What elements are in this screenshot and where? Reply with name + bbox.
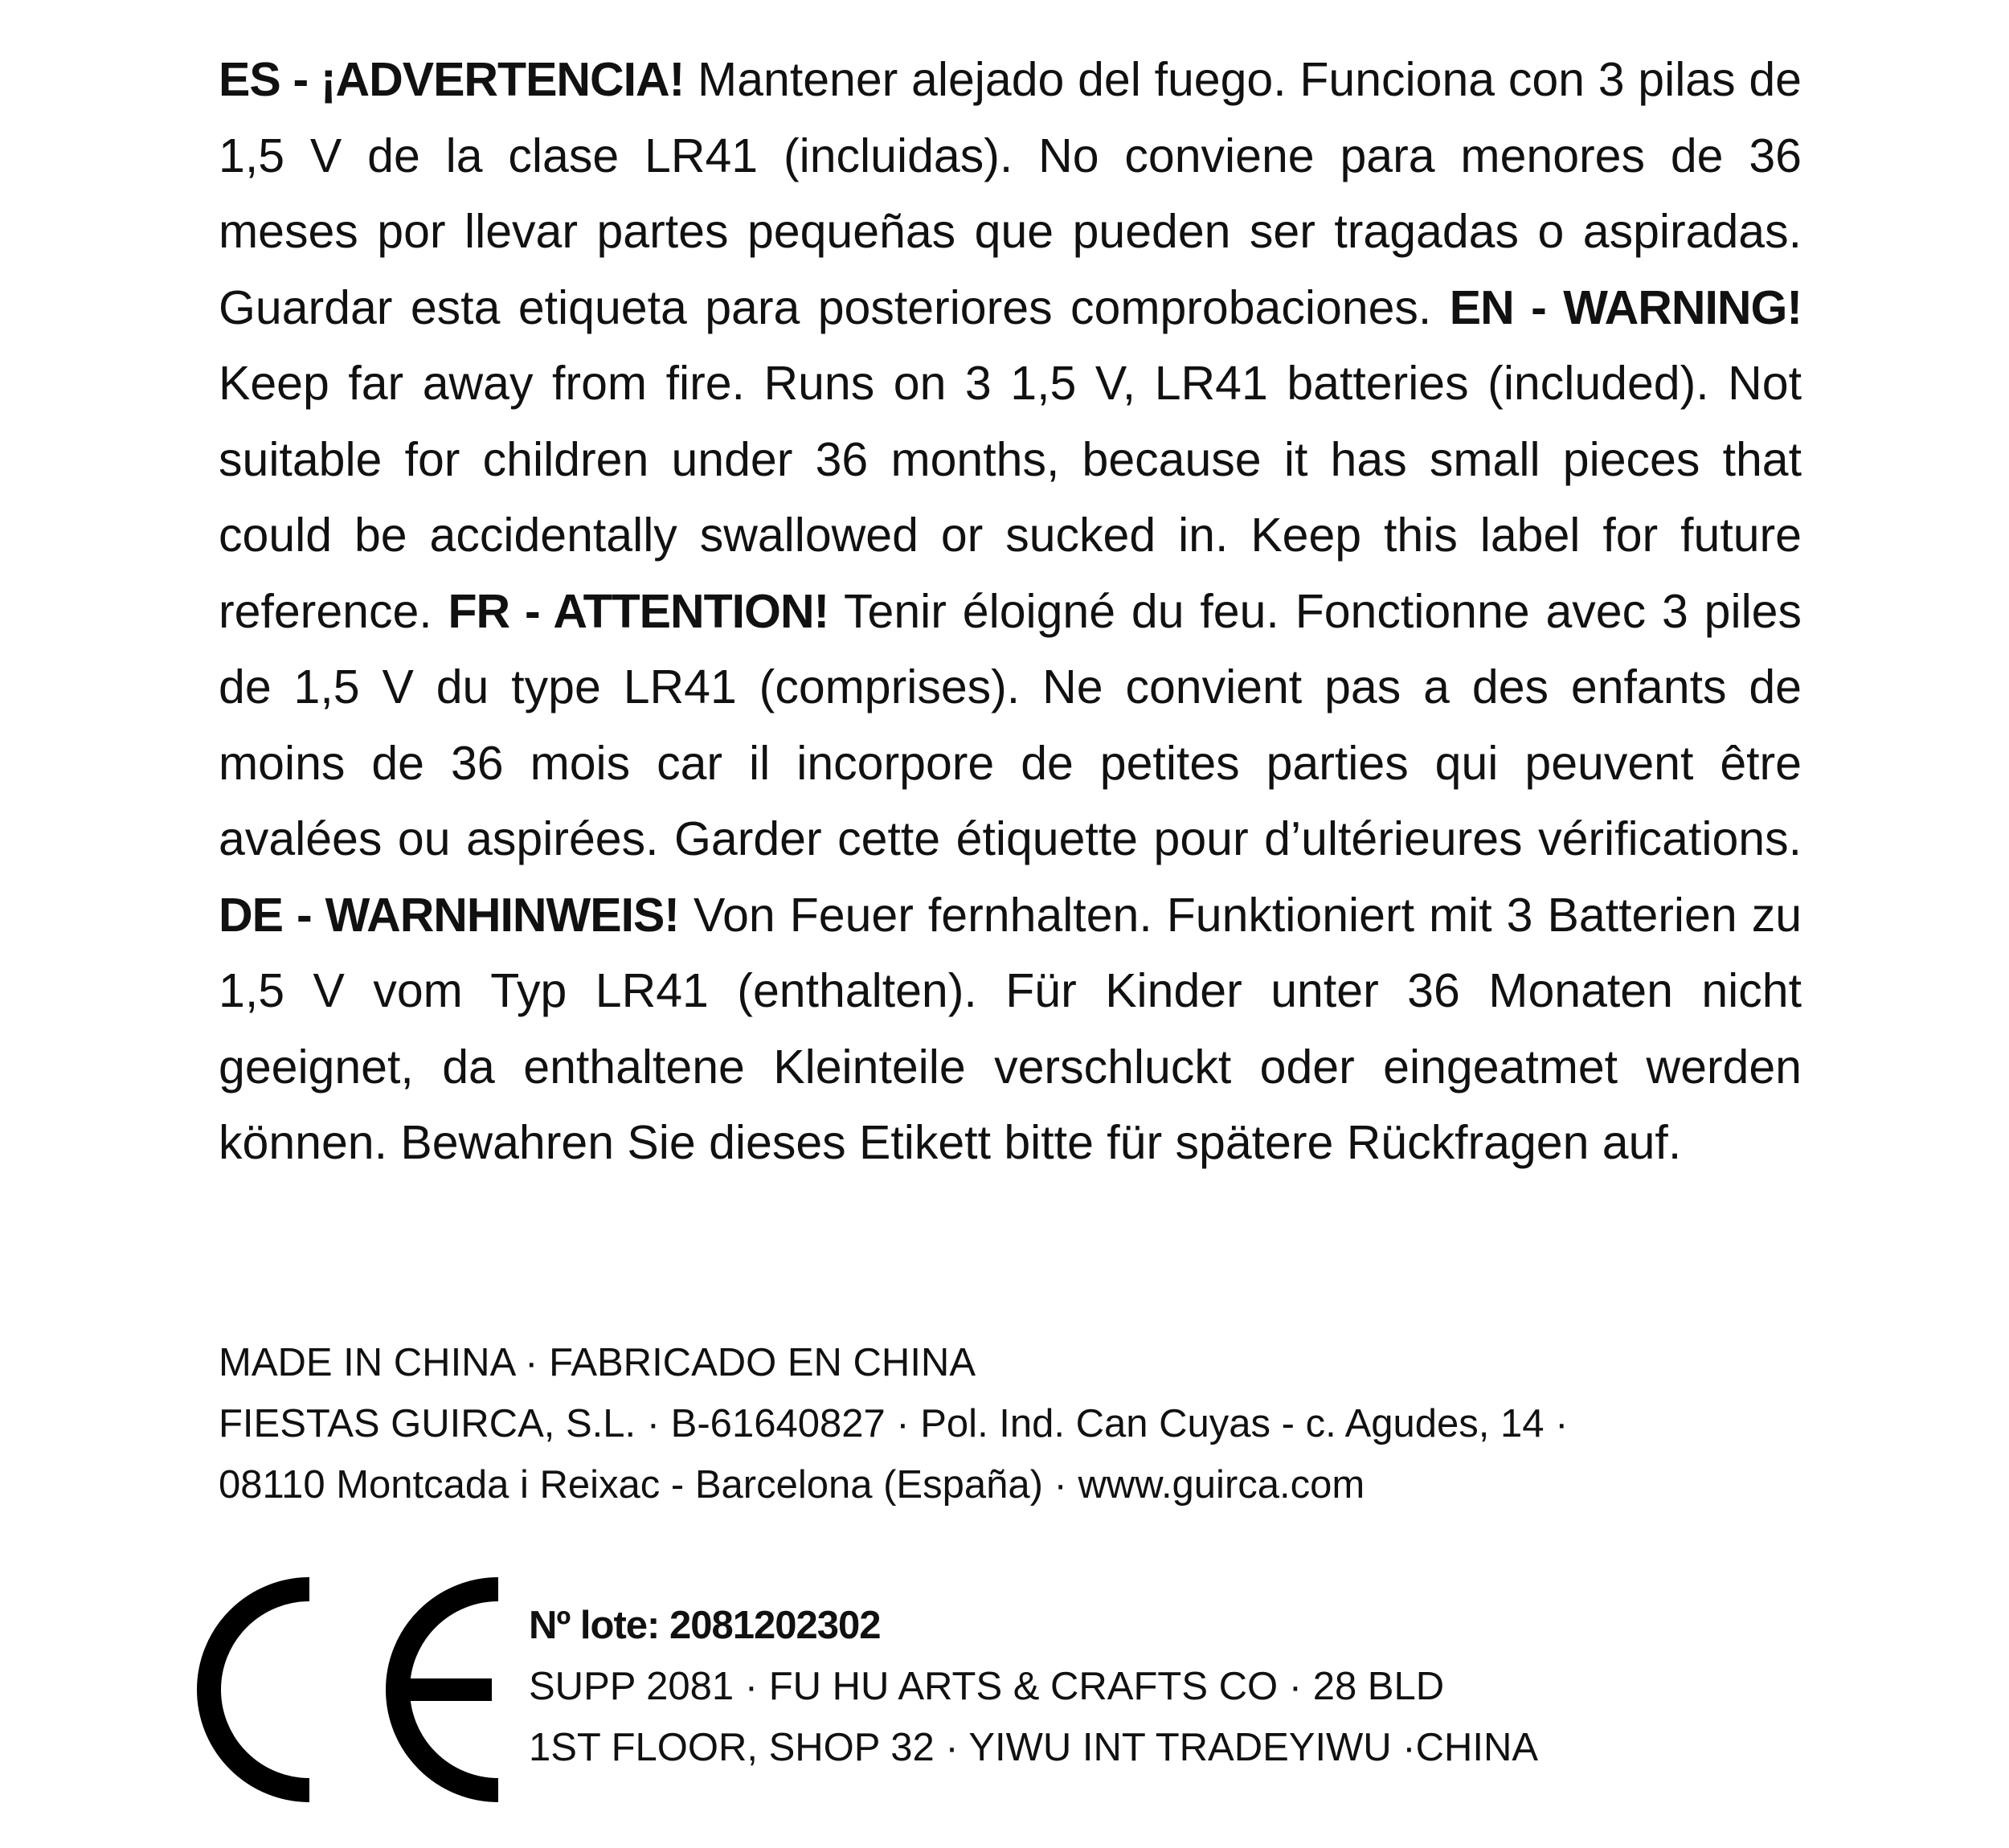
ce-mark-e-bar	[403, 1678, 492, 1701]
lot-number: Nº lote: 2081202302	[529, 1604, 881, 1647]
warning-heading-fr: FR - ATTENTION!	[448, 584, 829, 638]
ce-mark-c	[209, 1589, 309, 1790]
made-in-line: MADE IN CHINA · FABRICADO EN CHINA	[219, 1341, 976, 1384]
warning-text-en: Keep far away from fire. Runs on 3 1,5 V, LR41 batteries (included). Not suitable for children under 36 months, because it has small pieces that could be accidentally swallowed or sucked in. Keep this label for future reference.	[219, 357, 1802, 638]
company-city-line: 08110 Montcada i Reixac - Barcelona (España) · www.guirca.com	[219, 1463, 1365, 1507]
supplier-line: SUPP 2081 · FU HU ARTS & CRAFTS CO · 28 BLD	[529, 1665, 1445, 1708]
company-address-line: FIESTAS GUIRCA, S.L. · B-61640827 · Pol. Ind. Can Cuyas - c. Agudes, 14 ·	[219, 1402, 1569, 1445]
warning-heading-en: EN - WARNING!	[1449, 280, 1802, 334]
warning-heading-es: ES - ¡ADVERTENCIA!	[219, 53, 685, 106]
warning-text-de: Von Feuer fernhalten. Funktioniert mit 3 Batterien zu 1,5 V vom Typ LR41 (enthalten). Für Kinder unter 36 Monaten nicht geeignet, da enthaltene Kleinteile verschluckt oder eingeatmet werden können. Bewahren Sie dieses Etikett bitte für spätere Rückfragen auf.	[219, 888, 1802, 1169]
warning-heading-de: DE - WARNHINWEIS!	[219, 888, 679, 942]
lot-info	[529, 1595, 1815, 1778]
supplier-address-line: 1ST FLOOR, SHOP 32 · YIWU INT TRADEYIWU ·CHINA	[529, 1726, 1539, 1769]
manufacturer-info	[219, 1332, 1745, 1515]
ce-mark-icon	[193, 1573, 506, 1806]
warning-text-es: Mantener alejado del fuego. Funciona con 3 pilas de 1,5 V de la clase LR41 (incluidas). No conviene para menores de 36 meses por llevar partes pequeñas que pueden ser tragadas o aspiradas. Guardar esta etiqueta para posteriores comprobaciones.	[219, 53, 1802, 334]
warning-text-block	[219, 42, 1802, 1181]
warning-text-fr: Tenir éloigné du feu. Fonctionne avec 3 piles de 1,5 V du type LR41 (comprises). Ne convient pas a des enfants de moins de 36 mois car il incorpore de petites parties qui peuvent être avalées ou aspirées. Garder cette étiquette pour d’ultérieures vérifications.	[219, 584, 1802, 865]
